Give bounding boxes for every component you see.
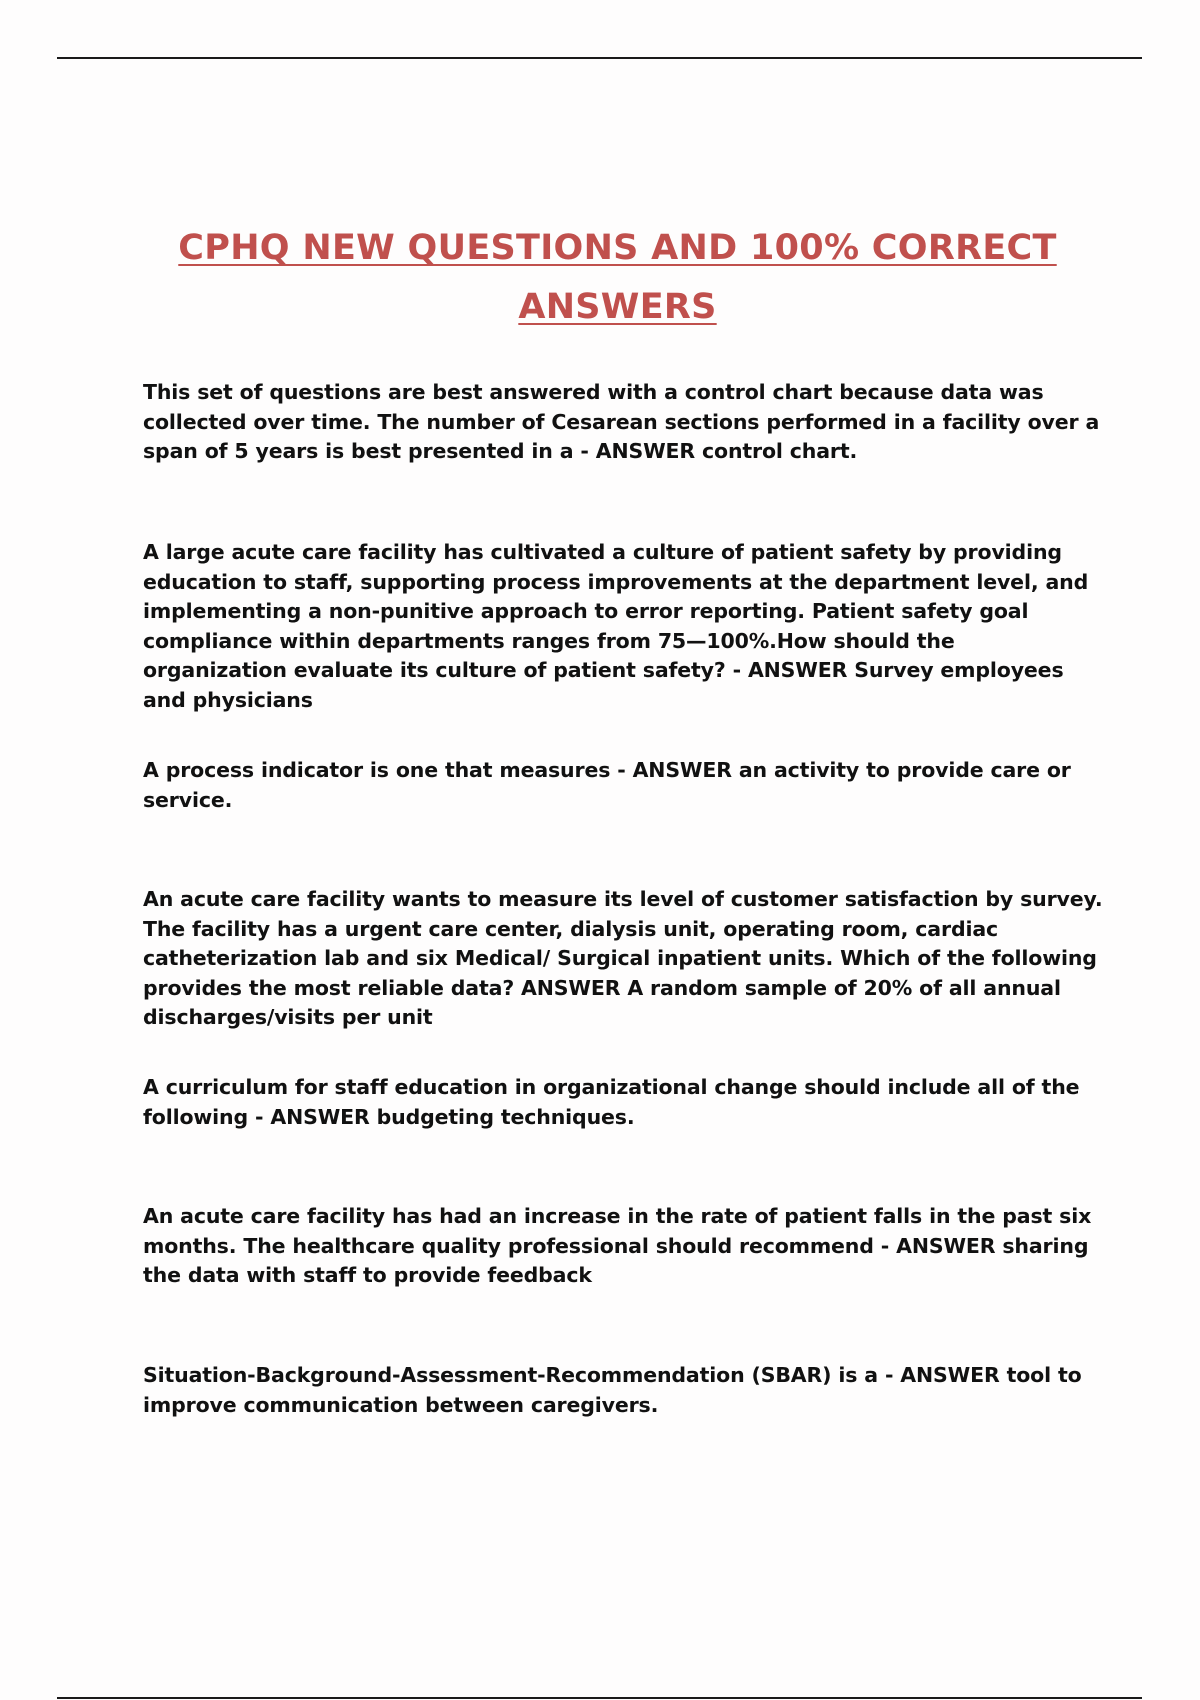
qa-item-7: Situation-Background-Assessment-Recommendation (SBAR) is a - ANSWER tool to improve communication between caregivers.: [143, 1363, 1082, 1417]
qa-item-5: A curriculum for staff education in organizational change should include all of the following - ANSWER budgeting techniques.: [143, 1075, 1080, 1129]
bottom-rule: [57, 1697, 1142, 1699]
qa-item-3: A process indicator is one that measures - ANSWER an activity to provide care or service.: [143, 758, 1071, 812]
qa-item-2: A large acute care facility has cultivated a culture of patient safety by providing education to staff, supporting process improvements at the department level, and implementing a non-punitive approach to error reporting. Patient safety goal compliance within departments ranges from 75—100%.How should the organization evaluate its culture of patient safety? - ANSWER Survey employees and physicians: [143, 540, 1089, 712]
top-rule: [57, 57, 1142, 59]
document-title: CPHQ NEW QUESTIONS AND 100% CORRECT ANSWERS: [178, 228, 1057, 328]
qa-item-1: This set of questions are best answered with a control chart because data was collected over time. The number of Cesarean sections performed in a facility over a span of 5 years is best presented in a - ANSWER control chart.: [143, 380, 1100, 463]
qa-item-4: An acute care facility wants to measure its level of customer satisfaction by survey. The facility has a urgent care center, dialysis unit, operating room, cardiac catheterization lab and six Medical/ Surgical inpatient units. Which of the following provides the most reliable data? ANSWER A random sample of 20% of all annual discharges/visits per unit: [143, 887, 1103, 1029]
qa-item-6: An acute care facility has had an increase in the rate of patient falls in the past six months. The healthcare quality professional should recommend - ANSWER sharing the data with staff to provide feedback: [143, 1204, 1092, 1287]
